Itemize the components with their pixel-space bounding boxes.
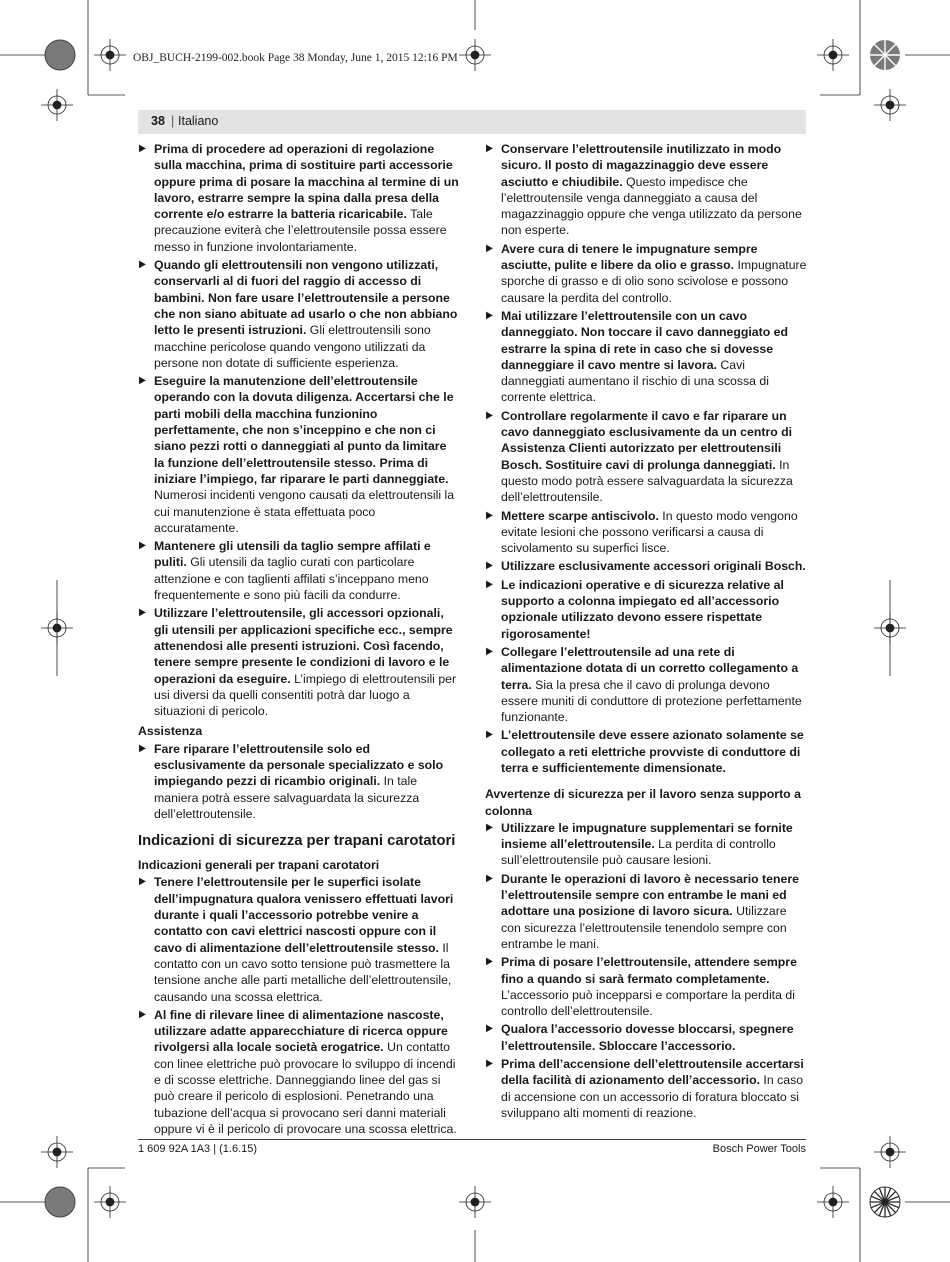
header-language: Italiano <box>178 114 219 128</box>
bullet-triangle-icon: ▶ <box>139 375 146 387</box>
list-item: ▶ Utilizzare esclusivamente accessori originali Bosch. <box>486 559 806 574</box>
list-item: ▶ Utilizzare le impugnature supplementari se fornite insieme all’elettroutensile. La perdita di controllo sull’elettroutensile può causare lesioni. <box>486 820 793 868</box>
header-separator: | <box>171 114 175 128</box>
list-item: ▶ L’elettroutensile deve essere azionato solamente se collegato a reti elettriche provviste di conduttore di terra e sufficientemente dimensionate. <box>486 728 804 775</box>
bullet-triangle-icon: ▶ <box>139 143 146 154</box>
footer-rule <box>138 1139 806 1140</box>
bullet-triangle-icon: ▶ <box>486 1058 493 1070</box>
footer-brand: Bosch Power Tools <box>712 1143 806 1155</box>
list-item: ▶ Conservare l’elettroutensile inutilizzato in modo sicuro. Il posto di magazzinaggio deve essere asciutto e chiudibile. Questo impedisce che l’elettroutensile venga danneggiato a causa del magazzinaggio oppure che venga utilizzato da persone non esperte. <box>486 142 802 238</box>
print-slug-line: OBJ_BUCH-2199-002.book Page 38 Monday, June 1, 2015 12:16 PM <box>133 52 458 64</box>
bullet-triangle-icon: ▶ <box>139 259 146 271</box>
sub-heading: Avvertenze di sicurezza per il lavoro senza supporto a colonna <box>485 787 801 818</box>
bullet-triangle-icon: ▶ <box>486 242 493 254</box>
left-column <box>138 141 460 1139</box>
bullet-triangle-icon: ▶ <box>486 729 493 741</box>
bullet-triangle-icon: ▶ <box>139 876 146 888</box>
page-header-bar <box>138 110 806 134</box>
bullet-triangle-icon: ▶ <box>486 578 493 590</box>
footer-doc-number: 1 609 92A 1A3 | (1.6.15) <box>138 1143 258 1155</box>
list-item: ▶ Eseguire la manutenzione dell’elettroutensile operando con la dovuta diligenza. Accertarsi che le parti mobili della macchina funzionino perfettamente, che non s’inceppino e che non ci siano pezzi rotti o danneggiati al punto da limitare la funzione dell’elettroutensile stesso. Prima di iniziare l’impiego, far riparare le parti danneggiate. Numerosi incidenti vengono causati da elettroutensili la cui manutenzione è stata effettuata poco accuratamente. <box>139 374 455 535</box>
list-item: ▶ Mantenere gli utensili da taglio sempre affilati e puliti. Gli utensili da taglio curati con particolare attenzione e con taglienti affilati s’inceppano meno frequentemente e sono più facili da condurre. <box>139 539 431 603</box>
list-item: ▶ Mettere scarpe antiscivolo. In questo modo vengono evitate lesioni che possono verificarsi a causa di scivolamento su superfici lisce. <box>486 508 798 556</box>
list-item: ▶ Fare riparare l’elettroutensile solo ed esclusivamente da personale specializzato e solo impiegando pezzi di ricambio originali. In tale maniera potrà essere salvaguardata la sicurezza dell’elettroutensile. <box>139 741 444 821</box>
bullet-triangle-icon: ▶ <box>486 872 493 884</box>
list-item: ▶ Prima di posare l’elettroutensile, attendere sempre fino a quando si sarà fermato completamente. L’accessorio può incepparsi e comportare la perdita di controllo dell’elettroutensile. <box>486 955 797 1019</box>
bullet-triangle-icon: ▶ <box>139 742 146 754</box>
list-item: ▶ Le indicazioni operative e di sicurezza relative al supporto a colonna impiegato ed all’accessorio opzionale utilizzato devono essere rispettate rigorosamente! <box>486 577 784 641</box>
bullet-triangle-icon: ▶ <box>139 607 146 619</box>
bullet-triangle-icon: ▶ <box>486 821 493 833</box>
page-number: 38 <box>151 114 165 128</box>
list-item: ▶ Durante le operazioni di lavoro è necessario tenere l’elettroutensile sempre con entrambe le mani ed adottare una posizione di lavoro sicura. Utilizzare con sicurezza l’elettroutensile tenendolo sempre con entrambe le mani. <box>486 871 799 951</box>
assistenza-heading: Assistenza <box>138 724 203 739</box>
list-item: ▶ Mai utilizzare l’elettroutensile con un cavo danneggiato. Non toccare il cavo danneggiato ed estrarre la spina di rete in caso che si dovesse danneggiare il cavo mentre si lavora. Cavi danneggiati aumentano il rischio di una scossa di corrente elettrica. <box>486 308 788 405</box>
bullet-triangle-icon: ▶ <box>486 645 493 657</box>
list-item: ▶ Prima di procedere ad operazioni di regolazione sulla macchina, prima di sostituire parti accessorie oppure prima di posare la macchina al termine di un lavoro, estrarre sempre la spina dalla presa della corrente e/o estrarre la batteria ricaricabile. Tale precauzione eviterà che l’elettroutensile possa essere messo in funzione involontariamente. <box>139 142 459 254</box>
sub-heading: Indicazioni generali per trapani carotatori <box>138 858 380 873</box>
bullet-triangle-icon: ▶ <box>486 143 493 154</box>
list-item: ▶ Avere cura di tenere le impugnature sempre asciutte, pulite e libere da olio e grasso. Impugnature sporche di grasso e di olio sono scivolose e possono causare la perdita del controllo. <box>486 241 807 305</box>
bullet-triangle-icon: ▶ <box>139 540 146 552</box>
right-column <box>485 141 807 1123</box>
list-item: ▶ Al fine di rilevare linee di alimentazione nascoste, utilizzare adatte apparecchiature di ricerca oppure rivolgersi alla locale società erogatrice. Un contatto con linee elettriche può provocare lo sviluppo di incendi e di scosse elettriche. Danneggiando linee del gas si può creare il pericolo di esplosioni. Penetrando una tubazione dell’acqua si provocano seri danni materiali oppure vi è il pericolo di provocare una scossa elettrica. <box>139 1007 457 1136</box>
bullet-triangle-icon: ▶ <box>486 560 493 572</box>
bullet-triangle-icon: ▶ <box>486 1023 493 1035</box>
list-item: ▶ Utilizzare l’elettroutensile, gli accessori opzionali, gli utensili per applicazioni specifiche ecc., sempre attenendosi alle presenti istruzioni. Così facendo, tenere sempre presente le condizioni di lavoro e le operazioni da eseguire. L’impiego di elettroutensili per usi diversi da quelli consentiti potrà dar luogo a situazioni di pericolo. <box>139 606 457 719</box>
list-item: ▶ Prima dell’accensione dell’elettroutensile accertarsi della facilità di azionamento dell’accessorio. In caso di accensione con un accessorio di foratura bloccato si sviluppano alti momenti di reazione. <box>486 1057 804 1120</box>
section-heading: Indicazioni di sicurezza per trapani carotatori <box>138 833 456 850</box>
bullet-triangle-icon: ▶ <box>486 309 493 321</box>
bullet-triangle-icon: ▶ <box>486 509 493 521</box>
list-item: ▶ Tenere l’elettroutensile per le superfici isolate dell’impugnatura qualora venissero effettuati lavori durante i quali l’accessorio potrebbe venire a contatto con cavi elettrici nascosti oppure con il cavo di alimentazione dell’elettroutensile stesso. Il contatto con un cavo sotto tensione può trasmettere la tensione anche alle parti metalliche dell’elettroutensile, causando una scossa elettrica. <box>139 875 454 1004</box>
bullet-triangle-icon: ▶ <box>486 956 493 968</box>
list-item: ▶ Qualora l’accessorio dovesse bloccarsi, spegnere l’elettroutensile. Sbloccare l’accessorio. <box>486 1022 794 1053</box>
bullet-triangle-icon: ▶ <box>486 409 493 421</box>
list-item: ▶ Controllare regolarmente il cavo e far riparare un cavo danneggiato esclusivamente da un centro di Assistenza Clienti autorizzato per elettroutensili Bosch. Sostituire cavi di prolunga danneggiati. In questo modo potrà essere salvaguardata la sicurezza dell’elettroutensile. <box>486 408 793 505</box>
list-item: ▶ Collegare l’elettroutensile ad una rete di alimentazione dotata di un corretto collegamento a terra. Sia la presa che il cavo di prolunga devono essere muniti di conduttore di protezione perfettamente funzionante. <box>486 644 802 725</box>
bullet-triangle-icon: ▶ <box>139 1008 146 1020</box>
list-item: ▶ Quando gli elettroutensili non vengono utilizzati, conservarli al di fuori del raggio di accesso di bambini. Non fare usare l’elettroutensile a persone che non siano abituate ad usarlo o che non abbiano letto le presenti istruzioni. Gli elettroutensili sono macchine pericolose quando vengono utilizzati da persone non dotate di sufficiente esperienza. <box>139 258 458 370</box>
